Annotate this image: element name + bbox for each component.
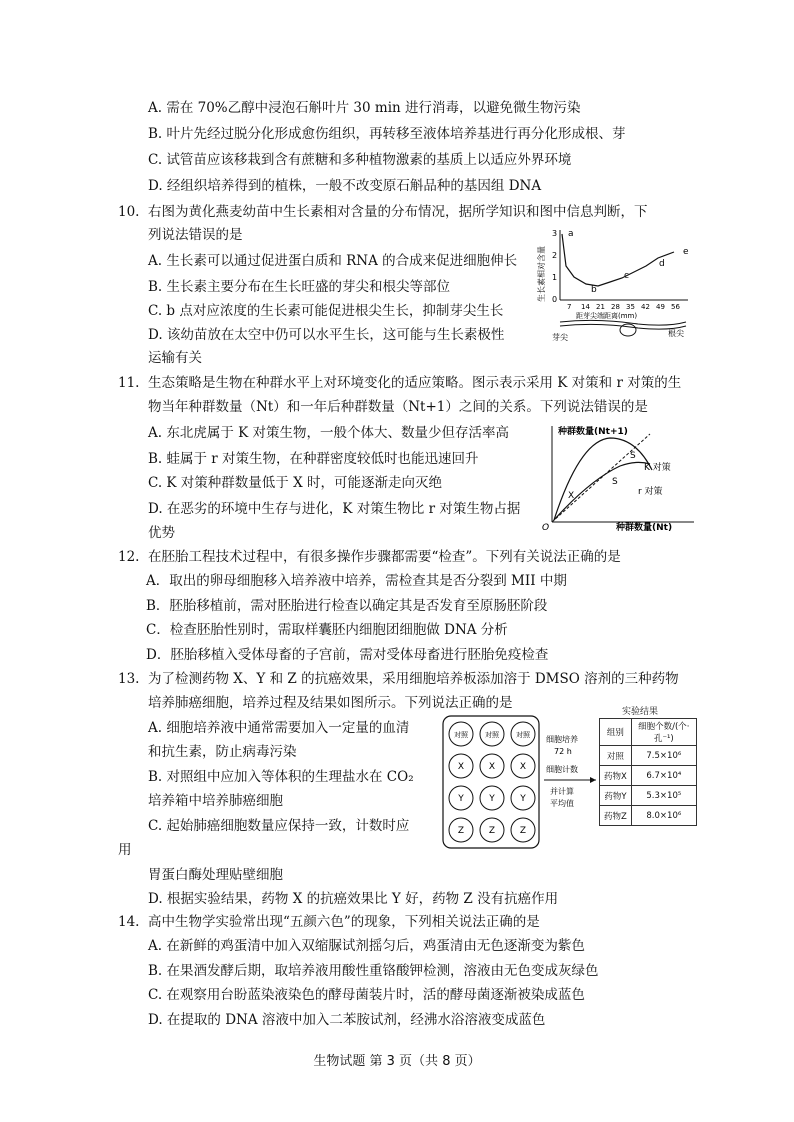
q10-auxin-figure <box>538 222 698 344</box>
q9-option-d: D. 经组织培养得到的植株，一般不改变原石斛品种的基因组 DNA <box>148 178 542 194</box>
q11-option-b: B. 蛙属于 r 对策生物，在种群密度较低时也能迅速回升 <box>148 451 479 467</box>
q14-stem: 高中生物学实验常出现“五颜六色”的现象，下列相关说法正确的是 <box>148 914 540 930</box>
q10-point-a: a <box>568 229 574 239</box>
q14-number: 14. <box>118 914 140 930</box>
q10-stem-line1: 右图为黄化燕麦幼苗中生长素相对含量的分布情况，据所学知识和图中信息判断，下 <box>148 204 648 220</box>
table-cell-group: 药物Y <box>600 786 632 806</box>
q12-option-c: C．检查胚胎性别时，需取样囊胚内细胞团细胞做 DNA 分析 <box>146 622 508 638</box>
q9-option-c: C. 试管苗应该移栽到含有蔗糖和多种植物激素的基质上以适应外界环境 <box>148 152 572 168</box>
q11-x-point: X <box>568 491 575 501</box>
q10-root-label: 根尖 <box>668 329 684 338</box>
q11-origin: O <box>542 523 550 533</box>
q13-option-d: D. 根据实验结果，药物 X 的抗癌效果比 Y 好，药物 Z 没有抗癌作用 <box>148 891 559 907</box>
q13-stem-line1: 为了检测药物 X、Y 和 Z 的抗癌效果，采用细胞培养板添加溶于 DMSO 溶剂的三种药物 <box>148 671 679 687</box>
culture-well-label: X <box>488 762 496 772</box>
q11-option-c: C. K 对策种群数量低于 X 时，可能逐渐走向灭绝 <box>148 475 443 491</box>
q13-plate-figure <box>440 712 600 854</box>
q11-ylabel: 种群数量(Nt+1) <box>558 427 628 437</box>
q13-option-b-line1: B. 对照组中应加入等体积的生理盐水在 CO₂ <box>148 769 414 785</box>
q10-xtick-49: 49 <box>656 303 665 311</box>
q11-option-a: A. 东北虎属于 K 对策生物，一般个体大、数量少但存活率高 <box>148 425 509 441</box>
table-row <box>600 746 697 766</box>
q10-ytick-2: 2 <box>552 251 558 260</box>
q12-option-b: B．胚胎移植前，需对胚胎进行检查以确定其是否发育至原肠胚阶段 <box>146 598 548 614</box>
q10-point-b: b <box>591 285 597 295</box>
q14-option-c: C. 在观察用台盼蓝染液染色的酵母菌装片时，活的酵母菌逐渐被染成蓝色 <box>148 987 585 1003</box>
q10-ytick-3: 3 <box>552 229 558 238</box>
q13-stem-line2: 培养肺癌细胞，培养过程及结果如图所示。下列说法正确的是 <box>148 695 513 711</box>
q11-stem-line2: 物当年种群数量（Nt）和一年后种群数量（Nt+1）之间的关系。下列说法错误的是 <box>148 399 648 415</box>
q10-option-d-cont: 运输有关 <box>148 350 202 366</box>
q13-option-b-line2: 培养箱中培养肺癌细胞 <box>148 793 283 809</box>
q14-option-a: A. 在新鲜的鸡蛋清中加入双缩脲试剂摇匀后，鸡蛋清由无色逐渐变为紫色 <box>148 938 585 954</box>
table-cell-count: 6.7×10⁴ <box>631 766 696 786</box>
q13-results-table <box>599 718 697 826</box>
culture-well-label: Z <box>519 826 527 836</box>
q13-arrow-bottom1: 细胞计数 <box>546 765 578 774</box>
q11-k-label: K 对策 <box>644 463 671 473</box>
q14-option-b: B. 在果酒发酵后期，取培养液用酸性重铬酸钾检测，溶液由无色变成灰绿色 <box>148 963 599 979</box>
q10-xlabel: 距芽尖端距离(mm) <box>576 312 638 320</box>
q13-arrow-bottom2: 并计算 <box>550 787 574 796</box>
q10-xtick-42: 42 <box>641 303 650 311</box>
q10-ytick-1: 1 <box>552 273 558 282</box>
q13-number: 13. <box>118 671 140 687</box>
culture-well-label: Y <box>458 794 464 804</box>
q11-option-d: D. 在恶劣的环境中生存与进化，K 对策生物比 r 对策生物占据 <box>148 501 521 517</box>
table-cell-count: 8.0×10⁶ <box>631 806 696 826</box>
q13-table-title: 实验结果 <box>622 707 659 717</box>
q13-arrow-top1: 细胞培养 <box>546 735 578 744</box>
table-header-count: 细胞个数/(个·孔⁻¹) <box>631 719 696 746</box>
q13-option-a-line2: 和抗生素，防止病毒污染 <box>148 744 297 760</box>
q11-option-d-cont: 优势 <box>148 525 175 541</box>
table-row <box>600 766 697 786</box>
q9-option-b: B. 叶片先经过脱分化形成愈伤组织，再转移至液体培养基进行再分化形成根、芽 <box>148 126 626 142</box>
q10-option-d: D. 该幼苗放在太空中仍可以水平生长，这可能与生长素极性 <box>148 327 505 343</box>
q10-point-c: c <box>624 271 629 281</box>
q14-option-d: D. 在提取的 DNA 溶液中加入二苯胺试剂，经沸水浴溶液变成蓝色 <box>148 1012 546 1028</box>
table-cell-group: 药物X <box>600 766 632 786</box>
culture-well-label: Y <box>489 794 495 804</box>
q11-r-curve <box>554 438 652 520</box>
culture-well-label: 对照 <box>485 731 499 739</box>
q11-number: 11. <box>118 375 140 391</box>
q9-option-a: A. 需在 70%乙醇中浸泡石斛叶片 30 min 进行消毒，以避免微生物污染 <box>148 100 581 116</box>
table-cell-group: 对照 <box>600 746 632 766</box>
q10-ytick-0: 0 <box>552 295 558 304</box>
q12-number: 12. <box>118 549 140 565</box>
culture-well-label: Z <box>488 826 496 836</box>
q10-xtick-56: 56 <box>671 303 680 311</box>
q13-option-a-line1: A. 细胞培养液中通常需要加入一定量的血清 <box>148 720 410 736</box>
q11-strategy-figure <box>540 420 700 532</box>
q10-ylabel: 生长素相对含量 <box>537 246 546 302</box>
q13-option-c-line1: C. 起始肺癌细胞数量应保持一致，计数时应 <box>148 818 410 834</box>
culture-well-label: 对照 <box>516 731 530 739</box>
q11-r-label: r 对策 <box>638 487 663 497</box>
q10-option-b: B. 生长素主要分布在生长旺盛的芽尖和根尖等部位 <box>148 279 451 295</box>
table-header-row <box>600 719 697 746</box>
q10-xtick-14: 14 <box>581 303 590 311</box>
q10-xtick-21: 21 <box>596 303 605 311</box>
culture-well-label: X <box>457 762 465 772</box>
q13-arrow-top2: 72 h <box>554 747 572 756</box>
q13-option-c-line3: 胃蛋白酶处理贴壁细胞 <box>148 867 283 883</box>
q13-arrow-head <box>590 777 596 783</box>
q13-option-c-line2: 用 <box>118 842 132 858</box>
q10-seed-shape <box>620 324 636 336</box>
table-row <box>600 806 697 826</box>
culture-well-label: Y <box>520 794 526 804</box>
q10-xtick-28: 28 <box>611 303 620 311</box>
table-header-group: 组别 <box>600 719 632 746</box>
table-cell-count: 5.3×10⁵ <box>631 786 696 806</box>
q10-auxin-curve <box>562 234 674 286</box>
q10-xtick-7: 7 <box>567 303 572 311</box>
q10-xtick-35: 35 <box>626 303 635 311</box>
q11-xlabel: 种群数量(Nt) <box>616 523 673 533</box>
q13-arrow-bottom3: 平均值 <box>550 799 574 808</box>
q12-option-d: D．胚胎移植入受体母畜的子宫前，需对受体母畜进行胚胎免疫检查 <box>146 647 549 663</box>
culture-well-label: 对照 <box>454 731 468 739</box>
table-cell-group: 药物Z <box>600 806 632 826</box>
culture-well-label: Z <box>457 826 465 836</box>
q11-stem-line1: 生态策略是生物在种群水平上对环境变化的适应策略。图示表示采用 K 对策和 r 对策的生 <box>148 375 682 391</box>
q12-option-a: A．取出的卵母细胞移入培养液中培养，需检查其是否分裂到 MII 中期 <box>146 573 567 589</box>
q10-number: 10. <box>118 204 140 220</box>
table-row <box>600 786 697 806</box>
q10-option-a: A. 生长素可以通过促进蛋白质和 RNA 的合成来促进细胞伸长 <box>148 253 518 269</box>
q10-point-d: d <box>659 259 665 269</box>
q10-option-c: C. b 点对应浓度的生长素可能促进根尖生长，抑制芽尖生长 <box>148 303 504 319</box>
q10-point-e: e <box>683 247 689 257</box>
q11-s2-point: S <box>630 451 636 461</box>
q10-bud-label: 芽尖 <box>552 333 568 342</box>
table-cell-count: 7.5×10⁶ <box>631 746 696 766</box>
q10-stem-line2: 列说法错误的是 <box>148 227 243 243</box>
q12-stem: 在胚胎工程技术过程中，有很多操作步骤都需要“检查”。下列有关说法正确的是 <box>148 549 621 565</box>
page-footer: 生物试题 第 3 页（共 8 页） <box>313 1054 481 1069</box>
culture-well-label: X <box>519 762 527 772</box>
q11-s-point: S <box>612 477 618 487</box>
